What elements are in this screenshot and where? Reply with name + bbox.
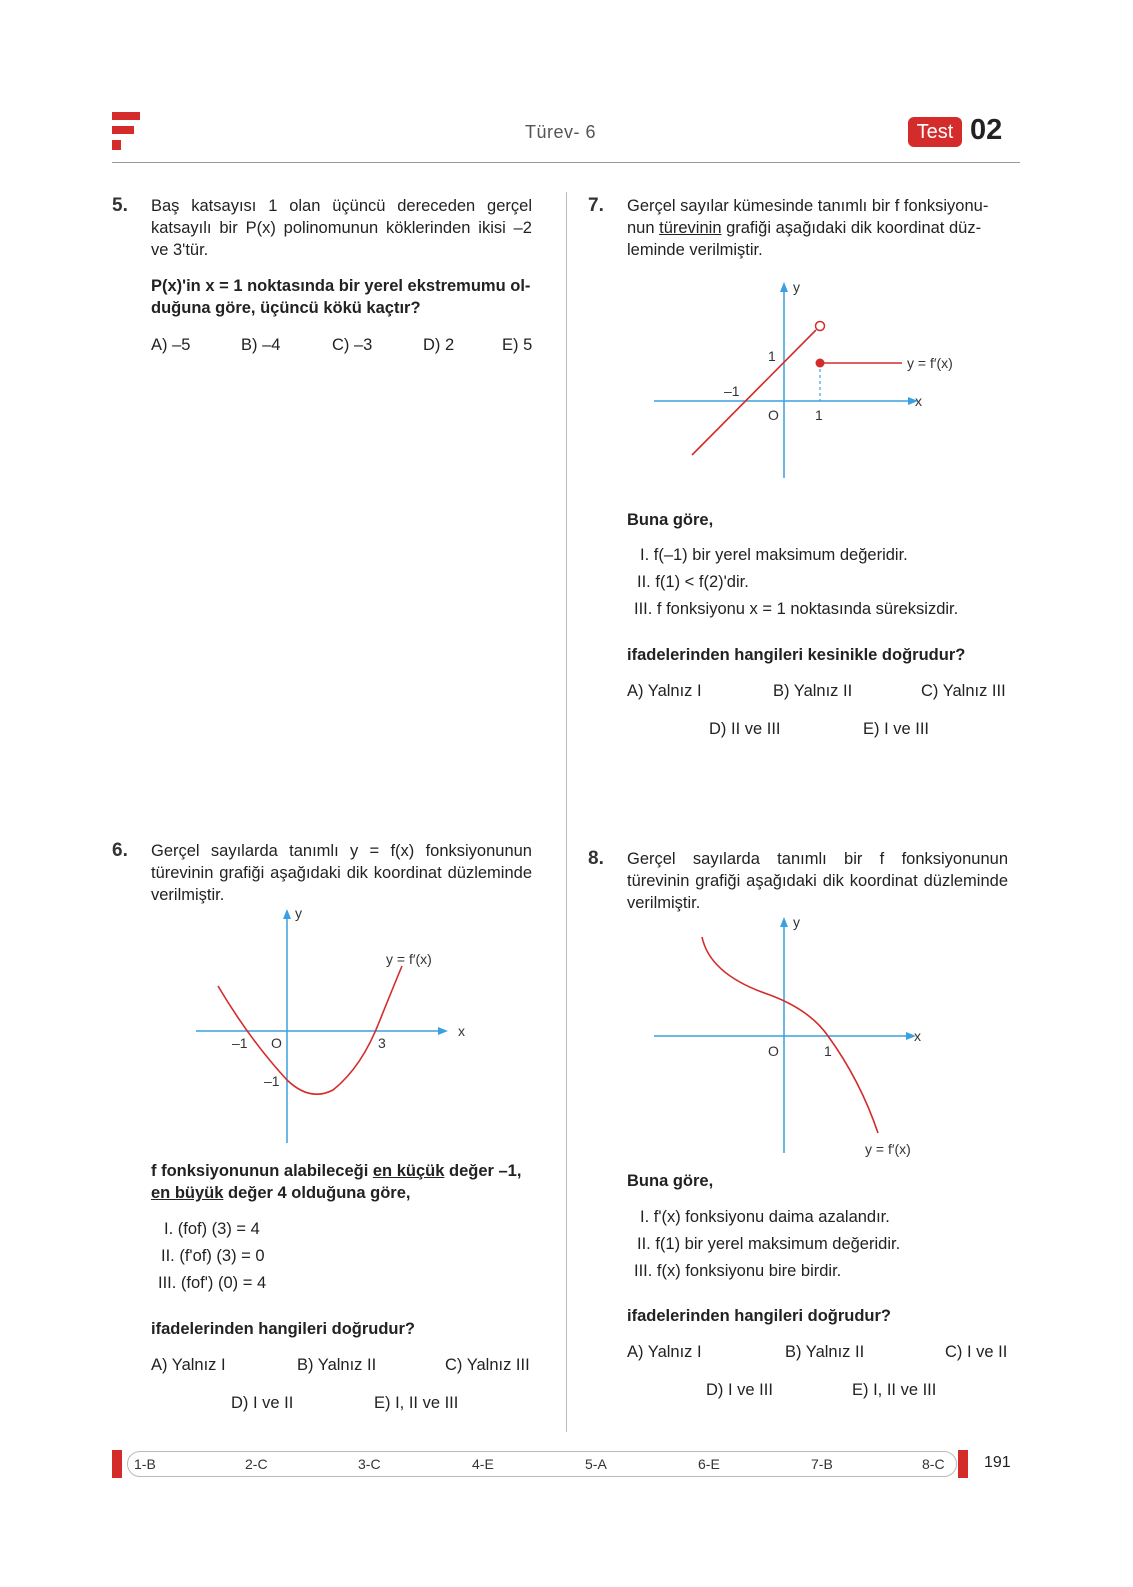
question-6-text: Gerçel sayılarda tanımlı y = f(x) fonksiyonunun türevinin grafiği aşağıdaki dik koordinat düzleminde verilmiştir. — [151, 842, 532, 904]
header-divider — [112, 162, 1020, 163]
q8-curve-label: y = f′(x) — [865, 1141, 911, 1157]
q7-text-underlined: türevinin — [659, 219, 722, 237]
q6-condition-line2 — [151, 1182, 541, 1204]
answer-key-item: 8-C — [922, 1456, 945, 1472]
q6-cond-max: en büyük — [151, 1184, 224, 1202]
q8-y-label: y — [793, 914, 800, 930]
question-5-prompt-line1: P(x)'in x = 1 noktasında bir yerel ekstremumu ol- — [151, 277, 531, 295]
q6-x-arrow — [438, 1027, 448, 1035]
q7-origin-label: O — [768, 407, 779, 423]
q8-option-c[interactable]: C) I ve II — [945, 1343, 1008, 1361]
answer-key-item: 5-A — [585, 1456, 607, 1472]
q7-lead: Buna göre, — [627, 511, 714, 529]
q7-graph — [640, 270, 980, 490]
answer-key-item: 3-C — [358, 1456, 381, 1472]
q7-curve-label: y = f′(x) — [907, 355, 953, 371]
q7-option-d[interactable]: D) II ve III — [709, 720, 781, 738]
q8-option-d[interactable]: D) I ve III — [706, 1381, 773, 1399]
q6-cond-part: f fonksiyonunun alabileceği — [151, 1162, 373, 1180]
q7-option-c[interactable]: C) Yalnız III — [921, 682, 1006, 700]
question-7-text-line1: Gerçel sayılar kümesinde tanımlı bir f fonksiyonu- — [627, 197, 989, 215]
q7-statement-3: III. f fonksiyonu x = 1 noktasında süreksizdir. — [634, 600, 959, 618]
column-divider — [566, 192, 567, 1432]
q7-y-tick-1: 1 — [768, 348, 776, 364]
q8-statement-3: III. f(x) fonksiyonu bire birdir. — [634, 1262, 842, 1280]
q8-option-b[interactable]: B) Yalnız II — [785, 1343, 865, 1361]
q6-y-label: y — [295, 905, 302, 921]
footer-accent-left — [112, 1450, 122, 1478]
q6-x-tick-3: 3 — [378, 1035, 386, 1051]
q7-ask: ifadelerinden hangileri kesinikle doğrudur? — [627, 646, 966, 664]
answer-key-item: 7-B — [811, 1456, 833, 1472]
q8-x-tick-1: 1 — [824, 1043, 832, 1059]
q6-x-tick-neg1: –1 — [232, 1035, 248, 1051]
q8-x-label: x — [914, 1028, 921, 1044]
q8-y-arrow — [780, 917, 788, 927]
answer-key-item: 6-E — [698, 1456, 720, 1472]
question-5-number: 5. — [112, 195, 128, 216]
footer-accent-right — [958, 1450, 968, 1478]
q6-cond-min: en küçük — [372, 1162, 445, 1180]
q6-option-b[interactable]: B) Yalnız II — [297, 1356, 377, 1374]
q6-y-tick-neg1: –1 — [264, 1073, 280, 1089]
q6-curve — [218, 966, 402, 1094]
q6-cond-part2: değer –1, — [444, 1162, 522, 1180]
q6-y-arrow — [283, 909, 291, 919]
q7-x-label: x — [915, 393, 922, 409]
q6-ask: ifadelerinden hangileri doğrudur? — [151, 1320, 416, 1338]
q8-statement-1: I. f'(x) fonksiyonu daima azalandır. — [640, 1208, 890, 1226]
q5-option-d[interactable]: D) 2 — [423, 336, 455, 354]
q7-line-segment — [692, 330, 816, 455]
q6-option-d[interactable]: D) I ve II — [231, 1394, 294, 1412]
page-number: 191 — [984, 1454, 1011, 1471]
q8-option-e[interactable]: E) I, II ve III — [852, 1381, 937, 1399]
q6-origin-label: O — [271, 1035, 282, 1051]
q8-option-a[interactable]: A) Yalnız I — [627, 1343, 702, 1361]
q8-origin-label: O — [768, 1043, 779, 1059]
q7-open-point — [816, 322, 825, 331]
q6-statement-2: II. (f'of) (3) = 0 — [161, 1247, 265, 1265]
q8-curve — [702, 937, 878, 1133]
q6-condition-line1 — [151, 1160, 541, 1182]
publisher-logo — [112, 112, 140, 152]
q8-lead: Buna göre, — [627, 1172, 714, 1190]
q7-y-arrow — [780, 282, 788, 292]
q7-statement-1: I. f(–1) bir yerel maksimum değeridir. — [640, 546, 908, 564]
page-header-title: Türev- 6 — [525, 122, 597, 142]
test-number: 02 — [970, 114, 1003, 146]
question-5-prompt — [151, 275, 541, 319]
q7-x-tick-1: 1 — [815, 407, 823, 423]
q5-option-b[interactable]: B) –4 — [241, 336, 281, 354]
q6-cond-part3: değer 4 olduğuna göre, — [223, 1184, 411, 1202]
q6-option-c[interactable]: C) Yalnız III — [445, 1356, 530, 1374]
q6-statement-1: I. (fof) (3) = 4 — [164, 1220, 260, 1238]
q6-curve-label: y = f′(x) — [386, 951, 432, 967]
q6-option-e[interactable]: E) I, II ve III — [374, 1394, 459, 1412]
question-7-text-line3: leminde verilmiştir. — [627, 241, 763, 259]
q7-statement-2: II. f(1) < f(2)'dir. — [637, 573, 749, 591]
q6-graph — [190, 900, 490, 1150]
q7-option-a[interactable]: A) Yalnız I — [627, 682, 702, 700]
q5-option-e[interactable]: E) 5 — [502, 336, 533, 354]
q6-x-label: x — [458, 1023, 465, 1039]
q6-statement-3: III. (fof') (0) = 4 — [158, 1274, 267, 1292]
q8-ask: ifadelerinden hangileri doğrudur? — [627, 1307, 892, 1325]
answer-key-item: 2-C — [245, 1456, 268, 1472]
answer-key-item: 4-E — [472, 1456, 494, 1472]
q5-option-a[interactable]: A) –5 — [151, 336, 191, 354]
question-5-prompt-line2: duğuna göre, üçüncü kökü kaçtır? — [151, 299, 421, 317]
q7-option-e[interactable]: E) I ve III — [863, 720, 930, 738]
answer-key-item: 1-B — [134, 1456, 156, 1472]
test-badge: Test — [908, 117, 962, 147]
question-8-number: 8. — [588, 848, 604, 869]
q6-condition — [151, 1160, 541, 1204]
question-5-text: Baş katsayısı 1 olan üçüncü dereceden gerçel katsayılı bir P(x) polinomunun köklerinden ikisi –2 ve 3'tür. — [151, 197, 532, 259]
q7-y-label: y — [793, 279, 800, 295]
q7-option-b[interactable]: B) Yalnız II — [773, 682, 853, 700]
q6-option-a[interactable]: A) Yalnız I — [151, 1356, 226, 1374]
question-8-text: Gerçel sayılarda tanımlı bir f fonksiyonunun türevinin grafiği aşağıdaki dik koordinat düzleminde verilmiştir. — [627, 850, 1008, 912]
q7-text-part: nun — [627, 219, 660, 237]
question-7-text — [627, 195, 1012, 261]
q5-option-c[interactable]: C) –3 — [332, 336, 373, 354]
question-7-number: 7. — [588, 195, 604, 216]
question-6-number: 6. — [112, 840, 128, 861]
q7-x-tick-neg1: –1 — [724, 383, 740, 399]
q8-statement-2: II. f(1) bir yerel maksimum değeridir. — [637, 1235, 901, 1253]
q7-text-part2: grafiği aşağıdaki dik koordinat düz- — [721, 219, 982, 237]
question-7-text-line2 — [627, 217, 1012, 239]
q8-graph — [640, 905, 980, 1165]
